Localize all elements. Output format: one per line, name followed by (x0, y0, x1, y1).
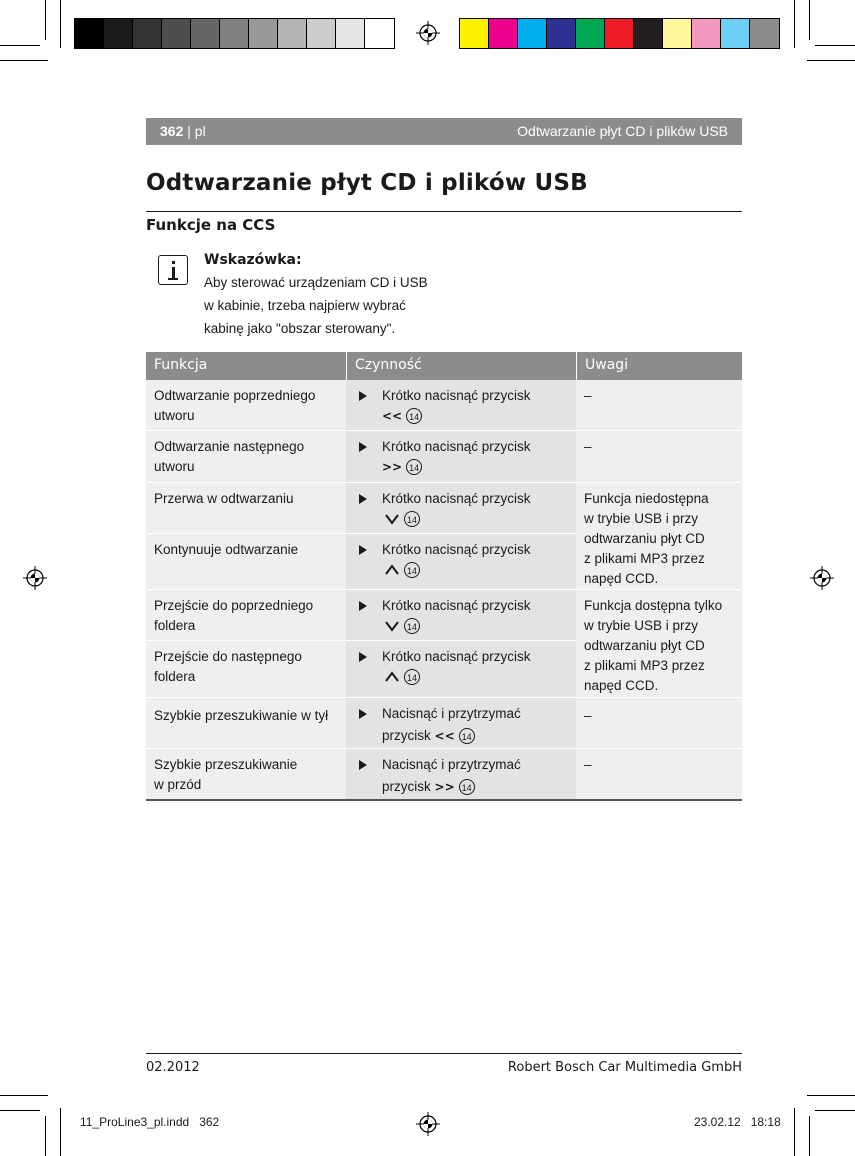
print-slug-filename: 11_ProLine3_pl.indd 362 (80, 1115, 220, 1129)
bullet-arrow-icon (359, 442, 367, 452)
button-ref-badge: 14 (459, 728, 475, 744)
note-cell: – (576, 380, 742, 430)
function-cell (146, 749, 346, 799)
function-cell (146, 698, 346, 748)
table-header-cell (576, 352, 742, 380)
color-swatch (489, 19, 518, 48)
crop-mark (0, 60, 48, 61)
cell-text: Nacisnąć i przytrzymać (382, 757, 521, 772)
process-color-bar (459, 18, 780, 49)
cell-text: Szybkie przeszukiwanie w tył (154, 708, 329, 723)
function-cell (146, 483, 346, 533)
action-cell (346, 641, 576, 697)
bullet-arrow-icon (359, 494, 367, 504)
note-text: kabinę jako "obszar sterowany". (204, 321, 396, 336)
table-row (146, 380, 742, 430)
cell-text: Krótko nacisnąć przycisk (382, 491, 531, 506)
cell-text: utworu (154, 408, 195, 423)
bullet-arrow-icon (359, 709, 367, 719)
action-cell (346, 698, 576, 748)
function-cell (146, 380, 346, 430)
footer-company: Robert Bosch Car Multimedia GmbH (507, 1060, 742, 1075)
crop-mark (807, 60, 855, 61)
button-ref-badge: 14 (459, 779, 475, 795)
function-cell (146, 534, 346, 589)
section-heading: Funkcje na CCS (146, 216, 276, 234)
crop-mark (809, 0, 810, 40)
crop-mark (809, 1116, 810, 1156)
column-header: Czynność (355, 357, 422, 373)
note-cell: – (576, 431, 742, 482)
cell-text: przycisk (382, 779, 431, 794)
table-row (146, 698, 742, 748)
color-swatch (162, 19, 191, 48)
color-swatch (576, 19, 605, 48)
cell-text: napęd CCD. (584, 678, 659, 693)
column-header: Uwagi (585, 357, 629, 373)
previous-button-symbol: << (382, 409, 403, 423)
header-section-title: Odtwarzanie płyt CD i plików USB (517, 123, 728, 139)
table-row (146, 431, 742, 482)
color-swatch (692, 19, 721, 48)
button-ref-badge: 14 (404, 511, 420, 527)
note-cell: – (576, 749, 742, 799)
color-swatch (220, 19, 249, 48)
button-ref-badge: 14 (404, 618, 420, 634)
color-swatch (104, 19, 133, 48)
cell-text: odtwarzaniu płyt CD (584, 638, 705, 653)
running-header (146, 118, 742, 145)
crop-mark (815, 45, 855, 46)
action-cell (346, 380, 576, 430)
cell-text: foldera (154, 669, 196, 684)
color-swatch (750, 19, 779, 48)
color-swatch (634, 19, 663, 48)
footer-date: 02.2012 (146, 1060, 200, 1075)
crop-mark (60, 0, 61, 48)
cell-text: Przejście do następnego (154, 649, 302, 664)
cell-text: Krótko nacisnąć przycisk (382, 388, 531, 403)
merged-note-cell (576, 483, 742, 589)
crop-mark (794, 0, 795, 48)
info-icon (158, 255, 188, 285)
cell-text: Przerwa w odtwarzaniu (154, 491, 294, 506)
bullet-arrow-icon (359, 391, 367, 401)
crop-mark (0, 45, 40, 46)
bullet-arrow-icon (359, 652, 367, 662)
function-cell (146, 641, 346, 697)
print-slug-timestamp: 23.02.12 18:18 (694, 1115, 781, 1129)
cell-text: foldera (154, 618, 196, 633)
color-swatch (605, 19, 634, 48)
merged-note-cell (576, 590, 742, 697)
cell-text: Krótko nacisnąć przycisk (382, 598, 531, 613)
action-cell (346, 431, 576, 482)
action-cell (346, 749, 576, 799)
crop-mark (794, 1108, 795, 1156)
crop-mark (815, 1110, 855, 1111)
color-swatch (518, 19, 547, 48)
cell-text: napęd CCD. (584, 571, 659, 586)
crop-mark (0, 1095, 48, 1096)
cell-text: Funkcja dostępna tylko (584, 598, 723, 613)
action-cell (346, 590, 576, 640)
registration-mark-icon (23, 566, 47, 590)
color-swatch (365, 19, 394, 48)
color-swatch (278, 19, 307, 48)
divider (146, 211, 742, 212)
note-cell: – (576, 698, 742, 748)
table-row (146, 749, 742, 799)
header-page-info (160, 123, 206, 139)
registration-mark-icon (810, 566, 834, 590)
crop-mark (807, 1095, 855, 1096)
chevron-up-icon (384, 564, 400, 576)
cell-text: Krótko nacisnąć przycisk (382, 542, 531, 557)
color-swatch (307, 19, 336, 48)
cell-text: utworu (154, 459, 195, 474)
cell-text: Nacisnąć i przytrzymać (382, 706, 521, 721)
note-text: w kabinie, trzeba najpierw wybrać (204, 298, 406, 313)
button-ref-badge: 14 (404, 562, 420, 578)
bullet-arrow-icon (359, 601, 367, 611)
bullet-arrow-icon (359, 760, 367, 770)
color-swatch (460, 19, 489, 48)
cell-text: w przód (154, 777, 202, 792)
color-swatch (721, 19, 750, 48)
chevron-up-icon (384, 671, 400, 683)
cell-text: Przejście do poprzedniego (154, 598, 314, 613)
crop-mark (0, 1110, 40, 1111)
cell-text: w trybie USB i przy (584, 511, 699, 526)
action-cell (346, 534, 576, 589)
color-swatch (663, 19, 692, 48)
cell-text: Szybkie przeszukiwanie (154, 757, 298, 772)
function-cell (146, 431, 346, 482)
cell-text: Funkcja niedostępna (584, 491, 709, 506)
crop-mark (45, 1116, 46, 1156)
note-title: Wskazówka: (204, 252, 302, 268)
cell-text: Kontynuuje odtwarzanie (154, 542, 299, 557)
function-cell (146, 590, 346, 640)
color-swatch (336, 19, 365, 48)
color-swatch (75, 19, 104, 48)
bullet-arrow-icon (359, 545, 367, 555)
note-text: Aby sterować urządzeniam CD i USB (204, 275, 428, 290)
registration-mark-icon (416, 1112, 440, 1136)
button-ref-badge: 14 (406, 459, 422, 475)
color-swatch (133, 19, 162, 48)
footer-divider (146, 1053, 742, 1054)
cell-text: Odtwarzanie następnego (154, 439, 305, 454)
color-swatch (547, 19, 576, 48)
table-header-cell (146, 352, 346, 380)
action-cell (346, 483, 576, 533)
button-ref-badge: 14 (406, 408, 422, 424)
crop-mark (60, 1108, 61, 1156)
grayscale-color-bar (74, 18, 395, 49)
table-header-cell (346, 352, 576, 380)
cell-text: w trybie USB i przy (584, 618, 699, 633)
cell-text: Krótko nacisnąć przycisk (382, 649, 531, 664)
cell-text: przycisk (382, 728, 431, 743)
column-header: Funkcja (154, 357, 208, 373)
page-title: Odtwarzanie płyt CD i plików USB (146, 170, 588, 196)
button-ref-badge: 14 (404, 669, 420, 685)
table-bottom-rule (146, 799, 742, 801)
cell-text: Odtwarzanie poprzedniego (154, 388, 316, 403)
color-swatch (249, 19, 278, 48)
cell-text: z plikami MP3 przez (584, 551, 705, 566)
next-button-symbol: >> (382, 460, 403, 474)
previous-button-symbol: << (434, 729, 455, 743)
language-code: | pl (187, 123, 206, 139)
next-button-symbol: >> (434, 780, 455, 794)
registration-mark-icon (416, 21, 440, 45)
chevron-down-icon (384, 620, 400, 632)
cell-text: Krótko nacisnąć przycisk (382, 439, 531, 454)
crop-mark (45, 0, 46, 40)
cell-text: odtwarzaniu płyt CD (584, 531, 705, 546)
cell-text: z plikami MP3 przez (584, 658, 705, 673)
color-swatch (191, 19, 220, 48)
page-number: 362 (160, 123, 184, 139)
chevron-down-icon (384, 513, 400, 525)
